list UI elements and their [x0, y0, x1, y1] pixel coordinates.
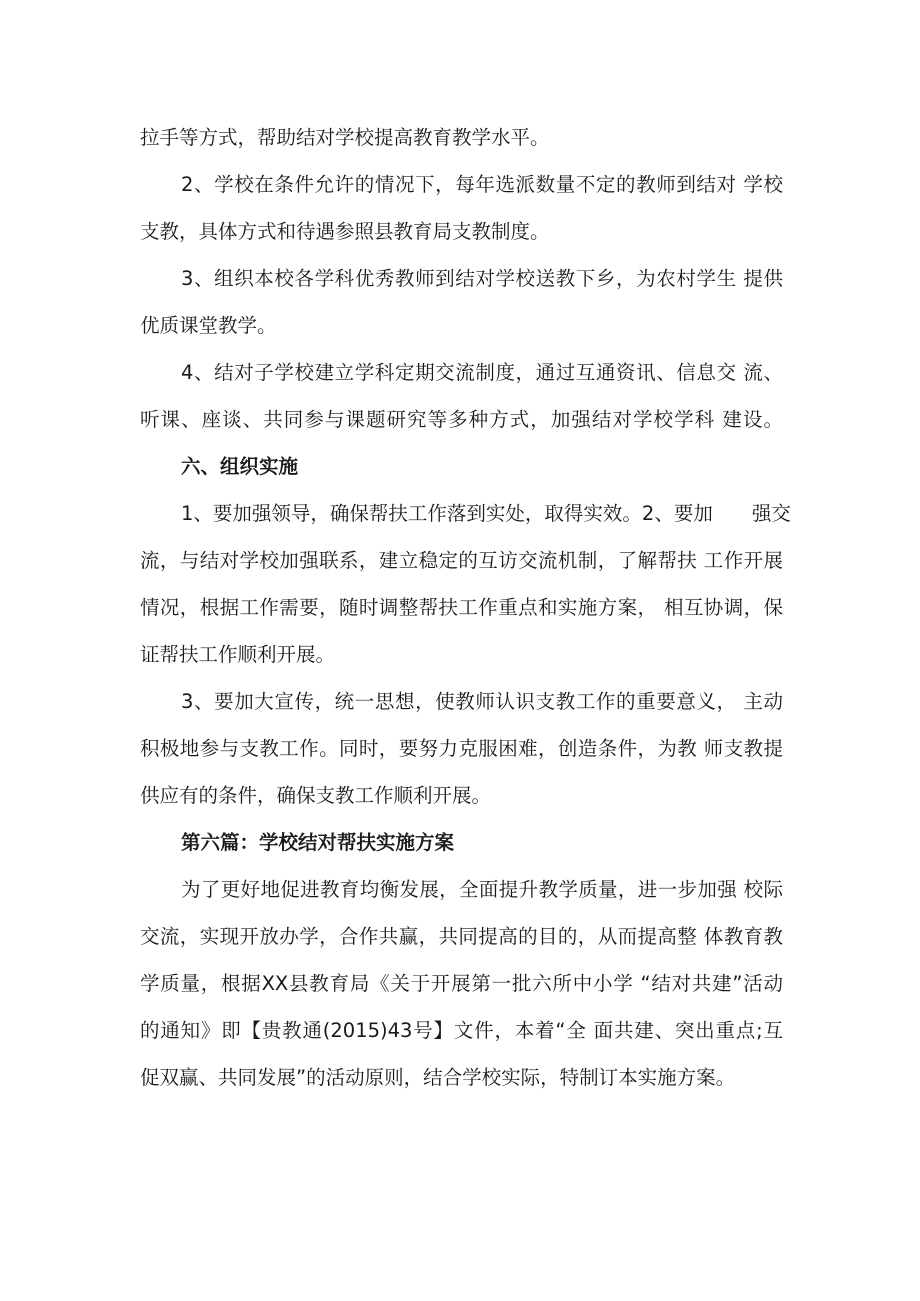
- paragraph-line: 优质课堂教学。: [140, 314, 277, 337]
- paragraph-line: 2、学校在条件允许的情况下，每年选派数量不定的教师到结对 学校: [181, 173, 783, 196]
- paragraph-line: 为了更好地促进教育均衡发展，全面提升教学质量，进一步加强 校际: [181, 878, 783, 901]
- paragraph-line: 促双赢、共同发展”的活动原则，结合学校实际，特制订本实施方案。: [140, 1066, 736, 1089]
- section-heading: 六、组织实施: [181, 455, 299, 478]
- paragraph-line: 学质量，根据XX县教育局《关于开展第一批六所中小学 “结对共建”活动: [140, 972, 783, 995]
- paragraph-line: 拉手等方式，帮助结对学校提高教育教学水平。: [140, 126, 550, 149]
- paragraph-line: 4、结对子学校建立学科定期交流制度，通过互通资讯、信息交 流、: [181, 361, 783, 384]
- paragraph-line: 1、要加强领导，确保帮扶工作落到实处，取得实效。2、要加 强交: [181, 502, 791, 525]
- paragraph-line: 听课、座谈、共同参与课题研究等多种方式，加强结对学校学科 建设。: [140, 408, 783, 431]
- paragraph-line: 的通知》即【贵教通(2015)43号】文件，本着“全 面共建、突出重点;互: [140, 1019, 783, 1042]
- paragraph-line: 3、组织本校各学科优秀教师到结对学校送教下乡，为农村学生 提供: [181, 267, 783, 290]
- paragraph-line: 流，与结对学校加强联系，建立稳定的互访交流机制，了解帮扶 工作开展: [140, 549, 783, 572]
- paragraph-line: 交流，实现开放办学，合作共赢，共同提高的目的，从而提高整 体教育教: [140, 925, 783, 948]
- chapter-title: 第六篇：学校结对帮扶实施方案: [181, 831, 455, 854]
- paragraph-line: 3、要加大宣传，统一思想，使教师认识支教工作的重要意义， 主动: [181, 690, 783, 713]
- paragraph-line: 证帮扶工作顺利开展。: [140, 643, 336, 666]
- paragraph-line: 供应有的条件，确保支教工作顺利开展。: [140, 784, 492, 807]
- paragraph-line: 情况，根据工作需要，随时调整帮扶工作重点和实施方案， 相互协调，保: [140, 596, 783, 619]
- paragraph-line: 支教，具体方式和待遇参照县教育局支教制度。: [140, 220, 550, 243]
- paragraph-line: 积极地参与支教工作。同时，要努力克服困难，创造条件，为教 师支教提: [140, 737, 783, 760]
